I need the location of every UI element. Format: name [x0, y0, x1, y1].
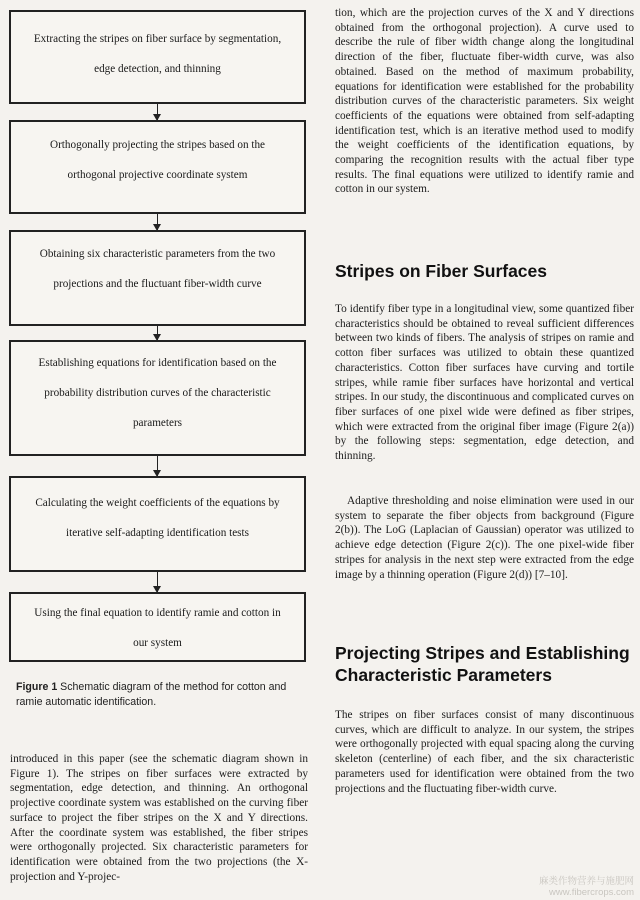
flow-arrow-3	[157, 326, 158, 340]
flow-step-3-line-1: Obtaining six characteristic parameters from the two	[39, 248, 276, 260]
flow-step-5-line-1: Calculating the weight coefficients of the equations by	[35, 497, 280, 509]
flow-step-3-line-2: projections and the fluctuant fiber-width curve	[53, 278, 262, 290]
flow-arrow-5	[157, 572, 158, 592]
flow-arrow-2	[157, 214, 158, 230]
figure-caption	[16, 680, 308, 710]
section-heading-projecting	[335, 642, 634, 686]
projecting-paragraph-1: The stripes on fiber surfaces consist of many discontinuous curves, which are difficult to analyze. In our system, the stripes were orthogonally projected with equal spacing along the curving skeleton (centerline) of each fiber, and the six characteristic parameters used for identification were obtained from the two projections and the fluctuating fiber-width curve.	[335, 709, 634, 795]
site-watermark	[539, 876, 634, 898]
flow-arrow-1	[157, 104, 158, 120]
section-heading-projecting-line-2: Characteristic Parameters	[335, 665, 552, 685]
flow-step-1	[9, 10, 306, 104]
watermark-line-2: www.fibercrops.com	[549, 887, 634, 898]
flow-step-4-line-2: probability distribution curves of the characteristic	[44, 387, 271, 399]
flow-step-5-line-2: iterative self-adapting identification tests	[66, 527, 249, 539]
flow-arrow-4	[157, 456, 158, 476]
flow-step-2-line-2: orthogonal projective coordinate system	[67, 169, 248, 181]
flow-step-2	[9, 120, 306, 214]
watermark-line-1: 麻类作物营养与施肥网	[538, 876, 634, 887]
figure-label: Figure 1	[16, 681, 58, 693]
flow-step-4	[9, 340, 306, 456]
stripes-paragraph-1: To identify fiber type in a longitudinal view, some quantized fiber characteristics should be obtained to reveal sufficient differences between two kinds of fibers. The analysis of stripes on ramie and cotton fiber surfaces was utilized to obtain these quantized characteristics. Cotton fiber surfaces have curving and tortile stripes, while ramie fiber surfaces have horizontal and vertical stripes. In our study, the discontinuous and complicated curves on fiber surfaces of one pixel wide were defined as fiber stripes, which were extracted from the original fiber image (Figure 2(a)) by the following steps: segmentation, edge detection, and thinning.	[335, 303, 634, 463]
flow-step-4-line-1: Establishing equations for identification based on the	[38, 357, 277, 369]
flow-step-6-line-1: Using the final equation to identify ramie and cotton in	[34, 607, 281, 619]
flow-step-3	[9, 230, 306, 326]
intro-paragraph: tion, which are the projection curves of the X and Y directions obtained from the orthogonal projection). A curve used to describe the rule of fiber width change along the longitudinal direction of the fiber, fluctuate fiber-width curve, was also obtained. Based on the method of maximum probability, equations for identification were established for the probability distribution curves of the characteristic parameters. Six weight coefficients of the equations were obtained from self-adapting identification test, which is an iterative method used to modify the weight coefficients of the identification equations, by comparing the recognition results with the actual fiber type results. The final equations were utilized to identify ramie and cotton in our system.	[335, 7, 634, 196]
flow-step-6-line-2: our system	[133, 637, 182, 649]
flow-step-6	[9, 592, 306, 662]
flow-step-2-line-1: Orthogonally projecting the stripes based on the	[50, 139, 265, 151]
section-heading-stripes: Stripes on Fiber Surfaces	[335, 261, 548, 281]
flow-step-4-line-3: parameters	[132, 417, 183, 429]
flow-step-1-line-1: Extracting the stripes on fiber surface by segmentation,	[33, 33, 282, 45]
section-heading-projecting-line-1: Projecting Stripes and Establishing	[335, 643, 630, 663]
flow-step-1-line-2: edge detection, and thinning	[94, 63, 221, 75]
stripes-paragraph-2: Adaptive thresholding and noise elimination were used in our system to separate the fiber objects from background (Figure 2(b)). The LoG (Laplacian of Gaussian) operator was utilized to achieve edge detection (Figure 2(c)). The one pixel-wide fiber stripes for analysis in the next step were extracted from the edge image by a thinning operation (Figure 2(d)) [7–10].	[335, 495, 634, 581]
left-body-paragraph: introduced in this paper (see the schematic diagram shown in Figure 1). The stripes on fiber surfaces were extracted by segmentation, edge detection, and thinning. An orthogonal projective coordinate system was established on the curving fiber surface to project the fiber stripes on the X and Y directions. After the coordinate system was established, the fiber stripes were orthogonally projected. Six characteristic parameters for identification were obtained from the two projections (the X-projection and Y-projec-	[10, 753, 308, 883]
figure-caption-text: Schematic diagram of the method for cotton and ramie automatic identification.	[16, 681, 287, 708]
flow-step-5	[9, 476, 306, 572]
